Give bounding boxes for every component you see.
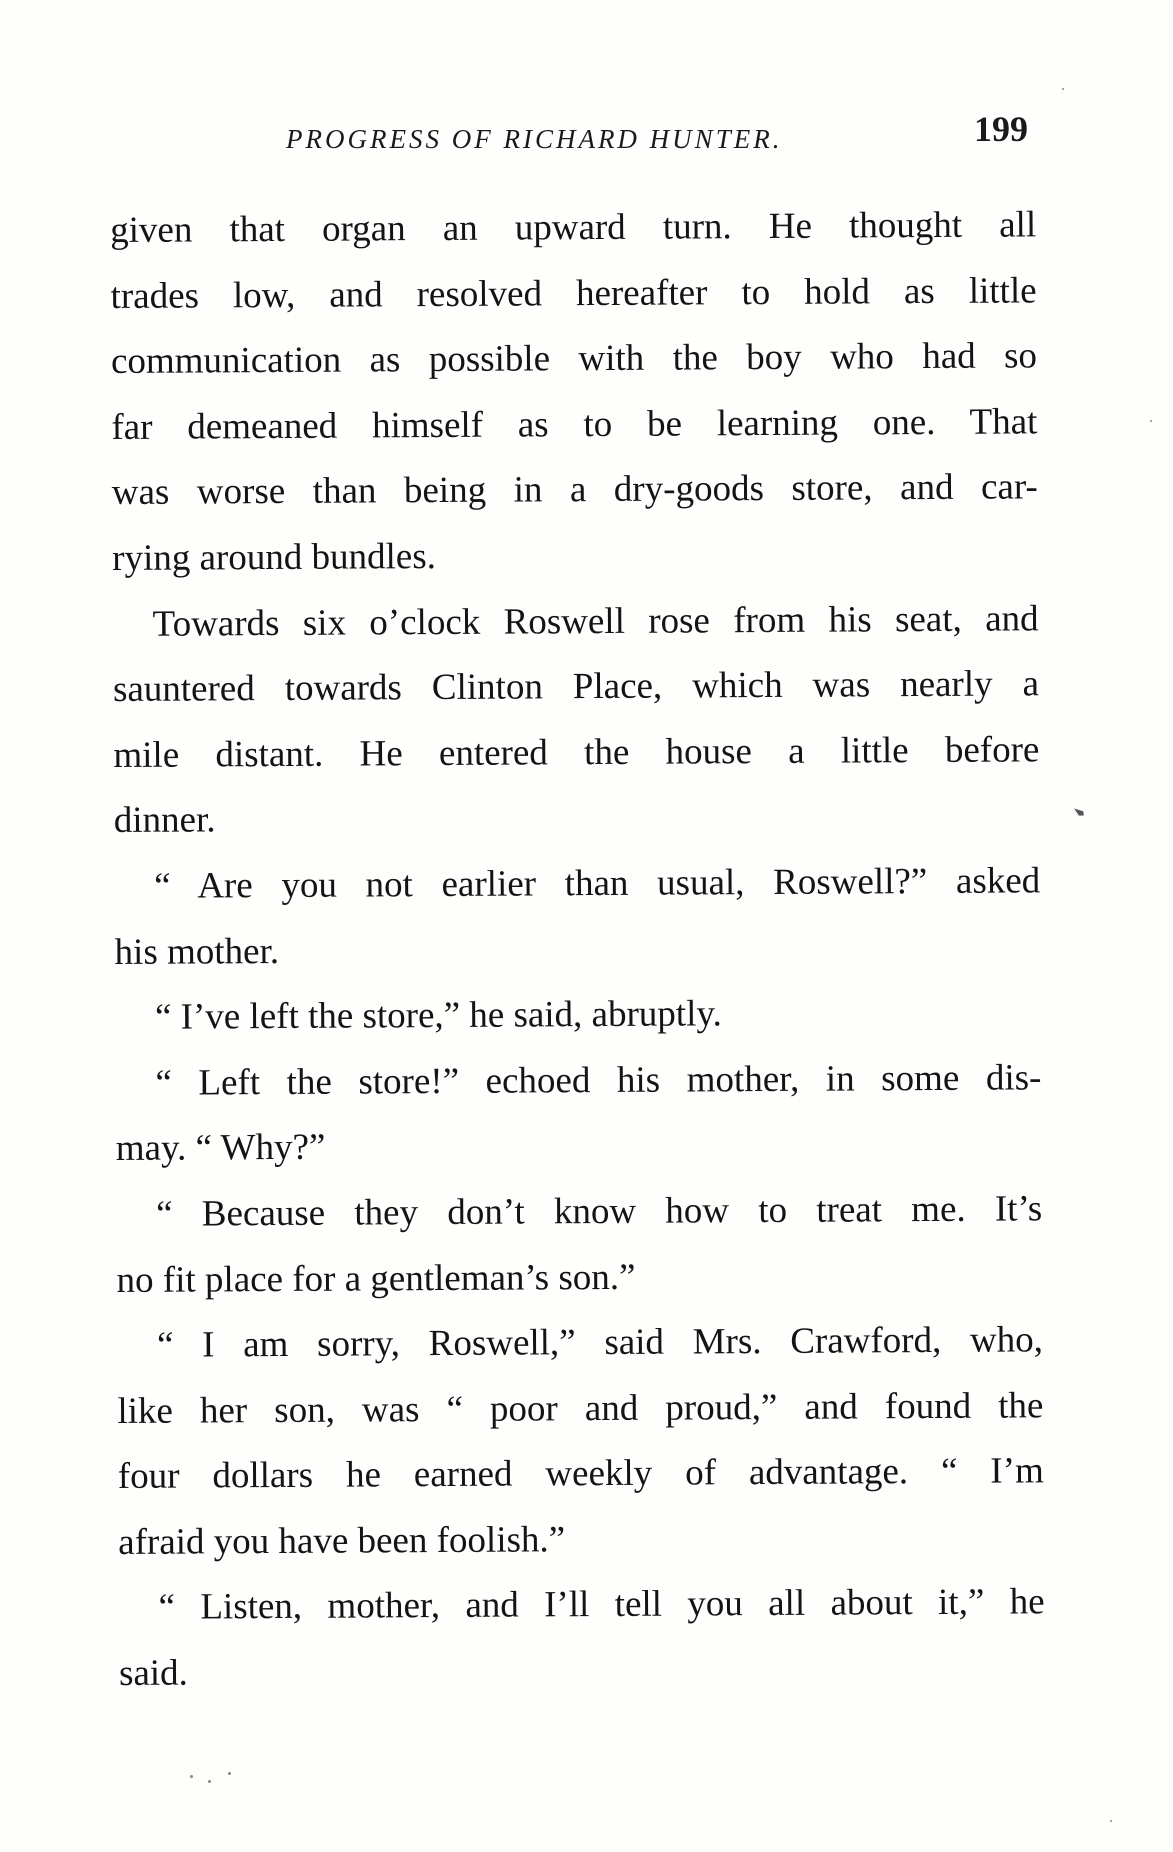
text-line: mile distant. He entered the house a little before: [113, 729, 1040, 776]
text-line: four dollars he earned weekly of advantage. “ I’m: [117, 1450, 1044, 1498]
text-line: said.: [118, 1652, 188, 1695]
text-line: dinner.: [113, 799, 216, 842]
text-line: was worse than being in a dry-goods store, and car-: [111, 466, 1038, 514]
text-line: no fit place for a gentleman’s son.”: [116, 1256, 636, 1301]
text-line: Towards six o’clock Roswell rose from his seat, and: [152, 597, 1039, 645]
text-line: rying around bundles.: [112, 535, 437, 579]
text-line: given that organ an upward turn. He thought all: [110, 204, 1037, 251]
text-line: his mother.: [114, 930, 280, 973]
text-line: “ Are you not earlier than usual, Roswell?” asked: [154, 860, 1041, 907]
text-line: like her son, was “ poor and proud,” and found the: [117, 1385, 1044, 1432]
running-header: [110, 108, 1028, 158]
ink-mark: [1070, 803, 1088, 821]
text-line: “ I’ve left the store,” he said, abruptly.: [154, 993, 722, 1038]
text-line: trades low, and resolved hereafter to hold as little: [110, 269, 1037, 317]
text-line: communication as possible with the boy who had so: [110, 335, 1038, 383]
text-line: “ Because they don’t know how to treat me. It’s: [156, 1188, 1043, 1235]
text-line: may. “ Why?”: [115, 1127, 326, 1170]
text-line: sauntered towards Clinton Place, which was nearly a: [112, 663, 1040, 711]
text-line: afraid you have been foolish.”: [118, 1519, 566, 1563]
running-title: PROGRESS OF RICHARD HUNTER.: [286, 124, 783, 154]
text-line: “ Listen, mother, and I’ll tell you all about it,” he: [158, 1581, 1045, 1629]
page-number: 199: [974, 109, 1028, 149]
text-line: “ I am sorry, Roswell,” said Mrs. Crawford, who,: [156, 1319, 1044, 1366]
body-text: [110, 192, 1045, 1706]
text-line: far demeaned himself as to be learning one. That: [111, 401, 1038, 448]
text-line: “ Left the store!” echoed his mother, in some dis-: [155, 1057, 1042, 1104]
